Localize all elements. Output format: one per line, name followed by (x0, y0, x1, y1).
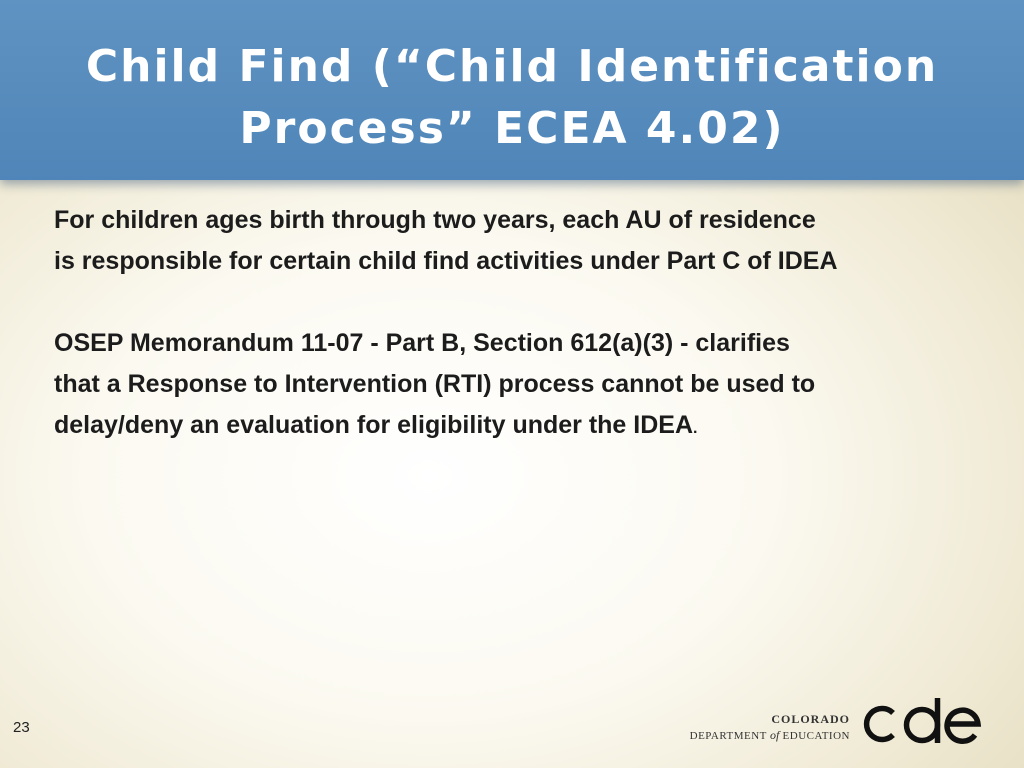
paragraph-period: . (693, 420, 698, 437)
logo-colorado-text: COLORADO (771, 712, 850, 726)
slide-title-line-1: Child Find (“Child Identification (85, 41, 939, 92)
cde-logo-mark (862, 694, 984, 750)
paragraph-line: OSEP Memorandum 11-07 - Part B, Section 612(a)(3) - clarifies (54, 329, 790, 357)
page-number: 23 (13, 719, 30, 736)
paragraph-line: is responsible for certain child find activities under Part C of IDEA (54, 247, 838, 275)
slide-body (54, 200, 984, 449)
paragraph-osep-memo (54, 323, 984, 449)
paragraph-part-c (54, 200, 984, 282)
paragraph-line: For children ages birth through two years, each AU of residence (54, 206, 816, 234)
slide-title-line-2: Process” ECEA 4.02) (239, 103, 785, 154)
slide-title (40, 36, 984, 160)
paragraph-line: that a Response to Intervention (RTI) process cannot be used to (54, 370, 816, 398)
logo-department-text: DEPARTMENT of EDUCATION (689, 728, 850, 742)
cde-logo (690, 694, 990, 750)
title-banner (0, 0, 1024, 180)
paragraph-line: delay/deny an evaluation for eligibility under the IDEA (54, 411, 694, 439)
